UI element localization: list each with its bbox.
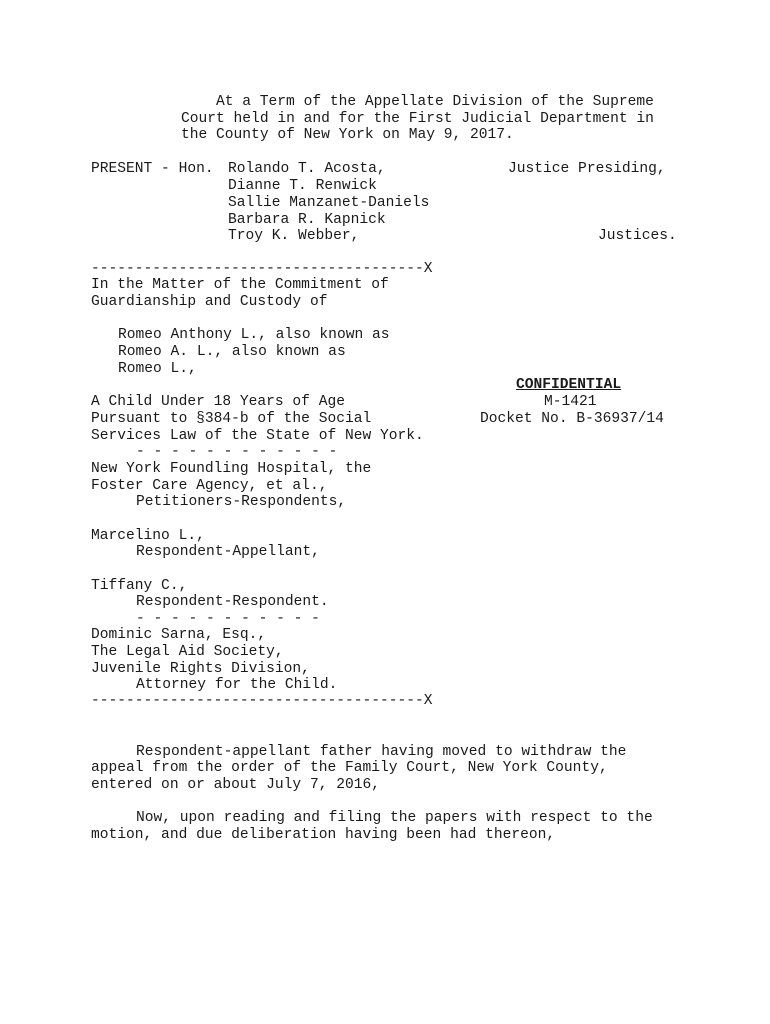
present-prefix: PRESENT - Hon.: [91, 161, 214, 177]
child-name-line-3: Romeo L.,: [118, 361, 197, 377]
justice-name: Barbara R. Kapnick: [228, 212, 386, 228]
paragraph-2-line-1: Now, upon reading and filing the papers with respect to the: [136, 810, 653, 826]
attorney-line-2: The Legal Aid Society,: [91, 644, 284, 660]
petitioner-line-1: New York Foundling Hospital, the: [91, 461, 372, 477]
child-status-line-1: A Child Under 18 Years of Age: [91, 394, 345, 410]
matter-line-1: In the Matter of the Commitment of: [91, 277, 389, 293]
respondent-name: Tiffany C.,: [91, 578, 188, 594]
attorney-line-3: Juvenile Rights Division,: [91, 661, 310, 677]
justice-name: Dianne T. Renwick: [228, 178, 377, 194]
justice-name: Troy K. Webber,: [228, 228, 360, 244]
matter-line-2: Guardianship and Custody of: [91, 294, 328, 310]
justice-name: Rolando T. Acosta,: [228, 161, 386, 177]
petitioner-role: Petitioners-Respondents,: [136, 494, 347, 510]
appellant-name: Marcelino L.,: [91, 528, 205, 544]
appellant-role: Respondent-Appellant,: [136, 544, 320, 560]
caption-rule-bottom: --------------------------------------X: [91, 693, 433, 709]
caption-separator: - - - - - - - - - - -: [136, 611, 320, 627]
petitioner-line-2: Foster Care Agency, et al.,: [91, 478, 328, 494]
justice-presiding-label: Justice Presiding,: [508, 161, 666, 177]
caption-rule-top: --------------------------------------X: [91, 261, 433, 277]
attorney-role: Attorney for the Child.: [136, 677, 338, 693]
child-status-line-2: Pursuant to §384-b of the Social: [91, 411, 372, 427]
paragraph-1-line-2: appeal from the order of the Family Court, New York County,: [91, 760, 608, 776]
header-line-3: the County of New York on May 9, 2017.: [181, 127, 514, 143]
paragraph-1-line-3: entered on or about July 7, 2016,: [91, 777, 381, 793]
respondent-role: Respondent-Respondent.: [136, 594, 329, 610]
justices-label: Justices.: [598, 228, 677, 244]
child-name-line-2: Romeo A. L., also known as: [118, 344, 346, 360]
caption-separator: - - - - - - - - - - - -: [136, 444, 338, 460]
confidential-label: CONFIDENTIAL: [516, 377, 622, 393]
justice-name: Sallie Manzanet-Daniels: [228, 195, 430, 211]
header-line-2: Court held in and for the First Judicial Department in: [181, 111, 654, 127]
docket-number: Docket No. B-36937/14: [480, 411, 664, 427]
child-name-line-1: Romeo Anthony L., also known as: [118, 327, 390, 343]
child-status-line-3: Services Law of the State of New York.: [91, 428, 424, 444]
header-line-1: At a Term of the Appellate Division of the Supreme: [216, 94, 654, 110]
motion-number: M-1421: [544, 394, 597, 410]
paragraph-1-line-1: Respondent-appellant father having moved to withdraw the: [136, 744, 627, 760]
attorney-line-1: Dominic Sarna, Esq.,: [91, 627, 267, 643]
paragraph-2-line-2: motion, and due deliberation having been had thereon,: [91, 827, 556, 843]
